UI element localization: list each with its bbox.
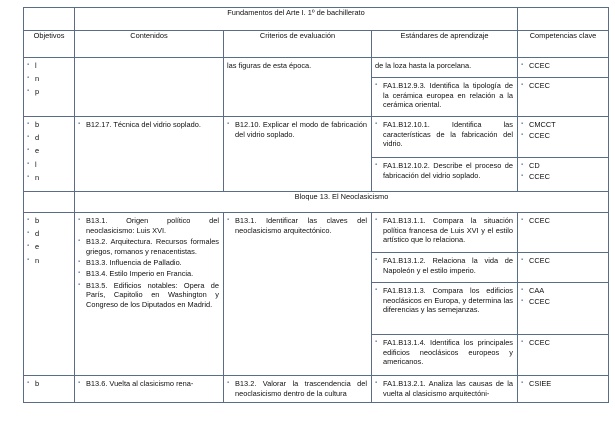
- objetivo-item: ▪ b: [27, 120, 74, 133]
- block-spacer: [24, 192, 75, 213]
- criterios-cell: [224, 117, 372, 192]
- estandar-item: ▪ FA1.B12.9.3. Identifica la tipología de la cerámica europea en relación a la cerámica oriental.: [375, 81, 513, 110]
- competencias-cell: [518, 117, 609, 192]
- objetivo-item: ▪ n: [27, 173, 74, 186]
- contenido-item: ▪ B13.5. Edificios notables: Opera de París, Capitolio en Washington y Congreso de los Diputados en Madrid.: [78, 281, 219, 310]
- header-contenidos: Contenidos: [75, 31, 224, 58]
- contenido-item: ▪ B13.2. Arquitectura. Recursos formales griegos, romanos y renacentistas.: [78, 237, 219, 256]
- contenidos-cell: [75, 58, 224, 117]
- block-header-row: [24, 192, 609, 213]
- contenidos-cell: [75, 117, 224, 192]
- estandar-item: ▪ FA1.B13.1.1. Compara la situación política francesa de Luis XVI y el estilo artístico que lo relaciona.: [375, 216, 513, 245]
- competencia-item: ▪ CCEC: [521, 61, 604, 71]
- contenido-item: ▪ B13.1. Origen político del neoclasicismo: Luis XVI.: [78, 216, 219, 235]
- competencia-item: ▪ CCEC: [521, 297, 604, 307]
- criterios-cell: [224, 213, 372, 376]
- objetivos-cell: [24, 58, 75, 117]
- objetivo-item: ▪ p: [27, 87, 74, 100]
- criterios-cell: [224, 58, 372, 117]
- estandar-item: ▪ FA1.B13.1.2. Relaciona la vida de Napoleón y el estilo imperio.: [375, 256, 513, 275]
- competencia-item: ▪ CCEC: [521, 338, 604, 348]
- estandares-cell: [372, 376, 518, 403]
- objetivo-item: ▪ e: [27, 242, 74, 255]
- criterios-cell: [224, 376, 372, 403]
- objetivo-item: ▪ l: [27, 61, 74, 74]
- competencias-cell: [518, 213, 609, 376]
- estandar-item: ▪ FA1.B13.1.3. Compara los edificios neoclásicos en Europa, y determina las diferencias y las semejanzas.: [375, 286, 513, 315]
- objetivo-item: ▪ l: [27, 160, 74, 173]
- objetivo-item: ▪ b: [27, 379, 74, 392]
- title-spacer: [24, 8, 75, 31]
- objetivos-cell: [24, 117, 75, 192]
- estandar-item: ▪ FA1.B13.2.1. Analiza las causas de la vuelta al clasicismo arquitectóni-: [375, 379, 513, 398]
- contenido-item: ▪ B12.17. Técnica del vidrio soplado.: [78, 120, 219, 130]
- competencia-item: ▪ CCEC: [521, 256, 604, 266]
- header-estandares: Estándares de aprendizaje: [372, 31, 518, 58]
- table-row: [24, 58, 609, 117]
- estandar-text: de la loza hasta la porcelana.: [375, 61, 472, 70]
- table-row: [24, 376, 609, 403]
- contenido-item: ▪ B13.6. Vuelta al clasicismo rena-: [78, 379, 219, 389]
- competencia-item: ▪ CCEC: [521, 131, 604, 141]
- competencias-cell: [518, 376, 609, 403]
- estandar-item: ▪ FA1.B13.1.4. Identifica los principales edificios neoclásicos europeos y americanos.: [375, 338, 513, 367]
- criterio-item: ▪ B12.10. Explicar el modo de fabricación del vidrio soplado.: [227, 120, 367, 139]
- title-spacer-right: [518, 8, 609, 31]
- table-row: [24, 213, 609, 376]
- objetivo-item: ▪ b: [27, 216, 74, 229]
- estandar-item: ▪ FA1.B12.10.2. Describe el proceso de fabricación del vidrio soplado.: [375, 161, 513, 180]
- objetivo-item: ▪ n: [27, 74, 74, 87]
- curriculum-table: [23, 7, 609, 403]
- estandares-cell: [372, 58, 518, 117]
- contenidos-cell: [75, 376, 224, 403]
- header-objetivos: Objetivos: [24, 31, 75, 58]
- criterio-text: las figuras de esta época.: [227, 61, 312, 70]
- column-header-row: [24, 31, 609, 58]
- estandares-cell: [372, 213, 518, 376]
- header-criterios: Criterios de evaluación: [224, 31, 372, 58]
- objetivos-cell: [24, 213, 75, 376]
- header-competencias: Competencias clave: [518, 31, 609, 58]
- competencia-item: ▪ CCEC: [521, 216, 604, 226]
- objetivo-item: ▪ n: [27, 256, 74, 269]
- objetivo-item: ▪ e: [27, 146, 74, 159]
- competencia-item: ▪ CAA: [521, 286, 604, 296]
- objetivo-item: ▪ d: [27, 229, 74, 242]
- block-title: Bloque 13. El Neoclasicismo: [75, 192, 609, 213]
- competencia-item: ▪ CCEC: [521, 172, 604, 182]
- criterio-item: ▪ B13.2. Valorar la trascendencia del neoclasicismo dentro de la cultura: [227, 379, 367, 398]
- objetivo-item: ▪ d: [27, 133, 74, 146]
- competencia-item: ▪ CCEC: [521, 81, 604, 91]
- criterio-item: ▪ B13.1. Identificar las claves del neoclasicismo arquitectónico.: [227, 216, 367, 235]
- title-row: [24, 8, 609, 31]
- estandares-cell: [372, 117, 518, 192]
- estandar-item: ▪ FA1.B12.10.1. Identifica las características de la fabricación del vidrio.: [375, 120, 513, 149]
- contenido-item: ▪ B13.3. Influencia de Palladio.: [78, 258, 219, 268]
- competencia-item: ▪ CD: [521, 161, 604, 171]
- table-row: [24, 117, 609, 192]
- objetivos-cell: [24, 376, 75, 403]
- competencia-item: ▪ CMCCT: [521, 120, 604, 130]
- competencias-cell: [518, 58, 609, 117]
- competencia-item: ▪ CSIEE: [521, 379, 604, 389]
- contenidos-cell: [75, 213, 224, 376]
- contenido-item: ▪ B13.4. Estilo Imperio en Francia.: [78, 269, 219, 279]
- table-title: Fundamentos del Arte I. 1º de bachillerato: [75, 8, 518, 31]
